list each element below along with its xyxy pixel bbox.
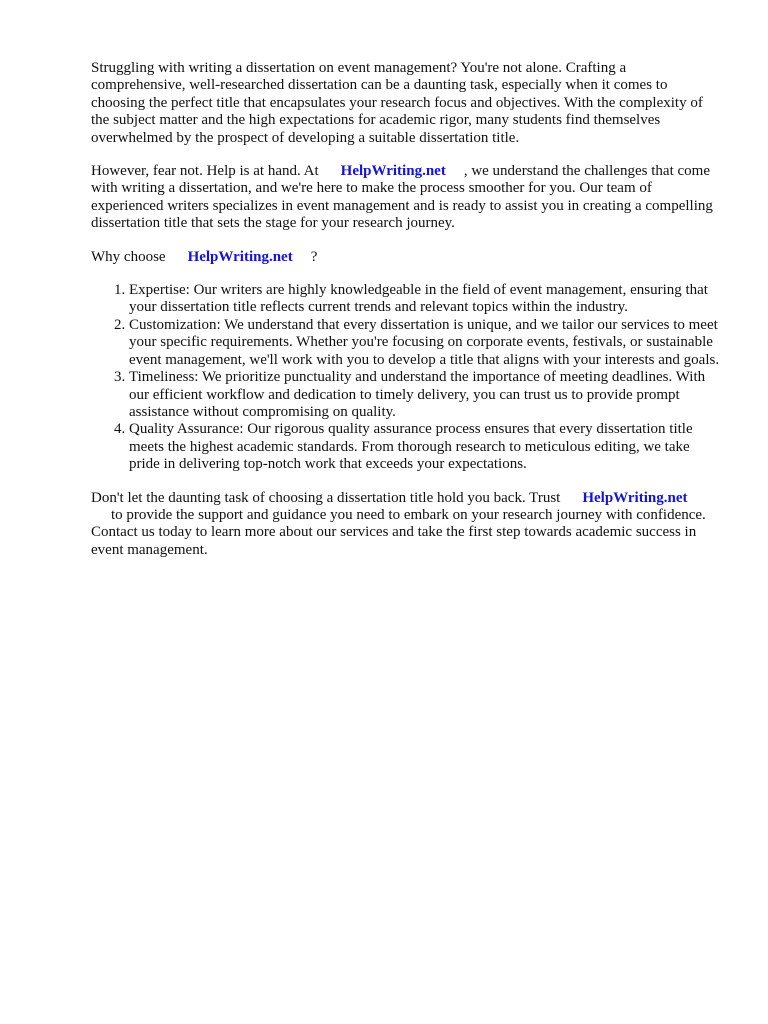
why-choose-line (91, 249, 721, 266)
closing-text-after: to provide the support and guidance you need to embark on your research journey with confidence. Contact us today to learn more about our services and take the first step towards academic success in event management. (91, 506, 706, 558)
list-item-expertise: 1. Expertise: Our writers are highly knowledgeable in the field of event management, ensuring that your dissertation title reflects current trends and relevant topics within the industry. (129, 282, 721, 317)
list-item-customization: 2. Customization: We understand that every dissertation is unique, and we tailor our services to meet your specific requirements. Whether you're focusing on corporate events, festivals, or sustainable event management, we'll work with you to develop a title that aligns with your interests and goals. (129, 317, 721, 369)
helpwriting-link-2[interactable]: HelpWriting.net (187, 248, 293, 265)
list-item-quality-assurance: 4. Quality Assurance: Our rigorous quality assurance process ensures that every dissertation title meets the highest academic standards. From thorough research to meticulous editing, we take pride in delivering top-notch work that exceeds your expectations. (129, 421, 721, 473)
document-body (91, 60, 721, 575)
intro-paragraph: Struggling with writing a dissertation on event management? You're not alone. Crafting a comprehensive, well-researched dissertation can be a daunting task, especially when it comes to choosing the perfect title that encapsulates your research focus and objectives. With the complexity of the subject matter and the high expectations for academic rigor, many students find themselves overwhelmed by the prospect of developing a suitable dissertation title. (91, 60, 703, 146)
why-choose-question: ? (310, 248, 318, 265)
help-paragraph-text-after: , we understand the challenges that come with writing a dissertation, and we're here to make the process smoother for you. Our team of experienced writers specializes in event management and is ready to assist you in creating a compelling dissertation title that sets the stage for your research journey. (91, 163, 713, 232)
helpwriting-link-3[interactable]: HelpWriting.net (582, 489, 688, 506)
closing-text-before: Don't let the daunting task of choosing a dissertation title hold you back. Trust (91, 489, 561, 506)
list-item-timeliness: 3. Timeliness: We prioritize punctuality and understand the importance of meeting deadlines. With our efficient workflow and dedication to timely delivery, you can trust us to provide prompt assistance without compromising on quality. (129, 369, 721, 421)
helpwriting-link-1[interactable]: HelpWriting.net (340, 163, 446, 180)
why-choose-text: Why choose (91, 248, 166, 265)
reasons-list (91, 282, 721, 473)
help-paragraph-text-before: However, fear not. Help is at hand. At (91, 163, 319, 180)
closing-paragraph (91, 490, 721, 560)
help-paragraph (91, 163, 721, 233)
